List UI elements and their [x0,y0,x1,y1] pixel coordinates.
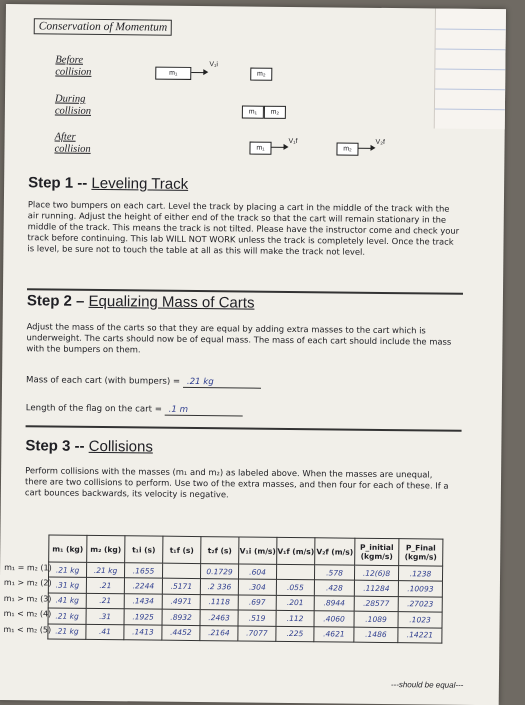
row-label-1: m₁ = m₂ (1) [4,563,52,573]
header-t2f: t₂f (s) [201,537,239,564]
flag-length-value: .1 m [165,405,243,417]
table-cell: .428 [314,580,354,596]
arrow-v2f [359,148,373,149]
header-t1f: t₁f (s) [163,536,201,563]
table-cell: .4971 [162,594,200,610]
during-collision-label: During collision [54,93,92,117]
table-cell: .21 kg [48,608,86,624]
table-cell: .4452 [162,625,200,641]
cart-m1-during: m₁ [242,105,264,118]
table-cell: .5171 [162,579,200,595]
table-cell: .21 kg [48,624,86,640]
table-cell: .4060 [314,611,354,627]
table-cell: .27023 [398,596,442,612]
step2-heading: Step 2 – Equalizing Mass of Carts [26,292,255,312]
table-cell: .1925 [124,609,162,625]
table-cell: .21 [86,593,124,609]
table-cell: .604 [238,564,276,580]
table-cell: .1023 [398,612,442,628]
table-cell: .1434 [124,594,162,610]
header-p-final: P_Final (kgm/s) [399,539,443,566]
flag-length-field: Length of the flag on the cart = .1 m [26,403,243,416]
table-cell: .304 [238,579,276,595]
table-header-row [49,535,443,566]
cart-m2-before: m₂ [250,68,272,81]
v1i-label: V₁i [209,61,219,69]
table-cell: .225 [276,626,314,642]
table-cell: .2244 [124,578,162,594]
header-m1: m₁ (kg) [49,535,87,562]
row-label-4: m₁ < m₂ (4) [3,609,52,619]
cart-m1-after: m₁ [249,142,271,155]
arrow-v1f [272,147,286,148]
table-cell: .12(6)8 [354,565,398,581]
table-cell: .21 [86,578,124,594]
table-cell: .7077 [238,626,276,642]
cart-m2-after: m₂ [336,142,358,155]
header-m2: m₂ (kg) [87,535,125,562]
cart-m1-before: m₁ [155,67,191,80]
table-cell: .21 kg [48,562,86,578]
table-cell: .4621 [314,626,354,642]
step1-instructions: Place two bumpers on each cart. Level the track by placing a cart in the middle of the track with the air running. Adjust the height of either end of the track so that the cart will remain stationary in the middle of the track. This means the track is not tilted. Please have the instructor come and check your track before continuing. This lab WILL NOT WORK unless the track is completely level. Once the track is level, be sure not to touch the table at all as this will make the track not level. [27,199,460,257]
table-cell [276,564,314,580]
v1f-label: V₁f [288,137,298,146]
table-cell: .2164 [200,625,238,641]
after-collision-label: After collision [54,131,91,155]
table-row [48,624,442,644]
table-cell: .201 [276,595,314,611]
step1-heading: Step 1 -- Leveling Track [28,174,189,193]
table-cell: .055 [276,580,314,596]
header-v2f: V₂f (m/s) [315,538,355,565]
before-collision-label: Before collision [55,54,92,78]
step2-instructions: Adjust the mass of the carts so that they are equal by adding extra masses to the cart which is underweight. The carts should now be of equal mass. The mass of each cart should include the mass with the bumpers on them. [26,321,452,355]
table-cell: .1118 [200,594,238,610]
table-cell: .1486 [354,627,398,643]
table-cell: .8932 [162,609,200,625]
header-t1i: t₁i (s) [125,536,163,563]
table-cell: .10093 [398,581,442,597]
step3-heading: Step 3 -- Collisions [25,437,154,456]
row-label-3: m₁ > m₂ (3) [3,593,52,604]
table-cell: .1238 [398,566,442,582]
arrow-v1i [191,72,205,73]
cart-m2-during: m₂ [264,106,286,119]
table-cell: .21 kg [86,562,124,578]
worksheet-page [0,4,506,705]
collision-data-table [47,534,443,643]
table-cell: .2 336 [200,579,238,595]
table-cell: .31 [86,609,124,625]
mass-field: Mass of each cart (with bumpers) = .21 kg [26,375,261,388]
header-p-initial: P_initial (kgm/s) [355,538,399,565]
table-cell [162,563,200,579]
section-divider-2 [26,425,462,431]
table-cell: .2463 [200,610,238,626]
header-v1i: V₁i (m/s) [239,537,277,564]
table-cell: .112 [276,611,314,627]
step3-instructions: Perform collisions with the masses (m₁ and m₂) as labeled above. When the masses are unequal, there are two collisions to perform. Use two of the extra masses, and then four for each of these. If a cart bounces backwards, its velocity is negative. [24,465,449,500]
table-cell: .14221 [398,627,442,643]
table-cell: .28577 [354,596,398,612]
header-v1f: V₁f (m/s) [277,537,315,564]
table-cell: .31 kg [48,577,86,593]
table-cell: .41 kg [48,593,86,609]
table-cell: .1655 [124,563,162,579]
row-label-2: m₁ > m₂ (2) [3,578,52,588]
table-cell: .1089 [354,611,398,627]
table-cell: .519 [238,610,276,626]
table-row-labels [3,560,51,637]
v2f-label: V₂f [375,138,385,146]
table-cell: 0.1729 [200,564,238,580]
worksheet-title: Conservation of Momentum [34,18,173,35]
table-cell: .11284 [354,581,398,597]
table-cell: .41 [86,624,124,640]
should-be-equal-note: ---should be equal--- [390,680,464,690]
row-label-5: m₁ < m₂ (5) [3,624,52,635]
background-paper-sheet [434,8,506,129]
table-cell: .578 [314,565,354,581]
mass-value: .21 kg [183,377,261,389]
table-cell: .697 [238,595,276,611]
table-cell: .8944 [314,596,354,612]
table-cell: .1413 [124,624,162,640]
